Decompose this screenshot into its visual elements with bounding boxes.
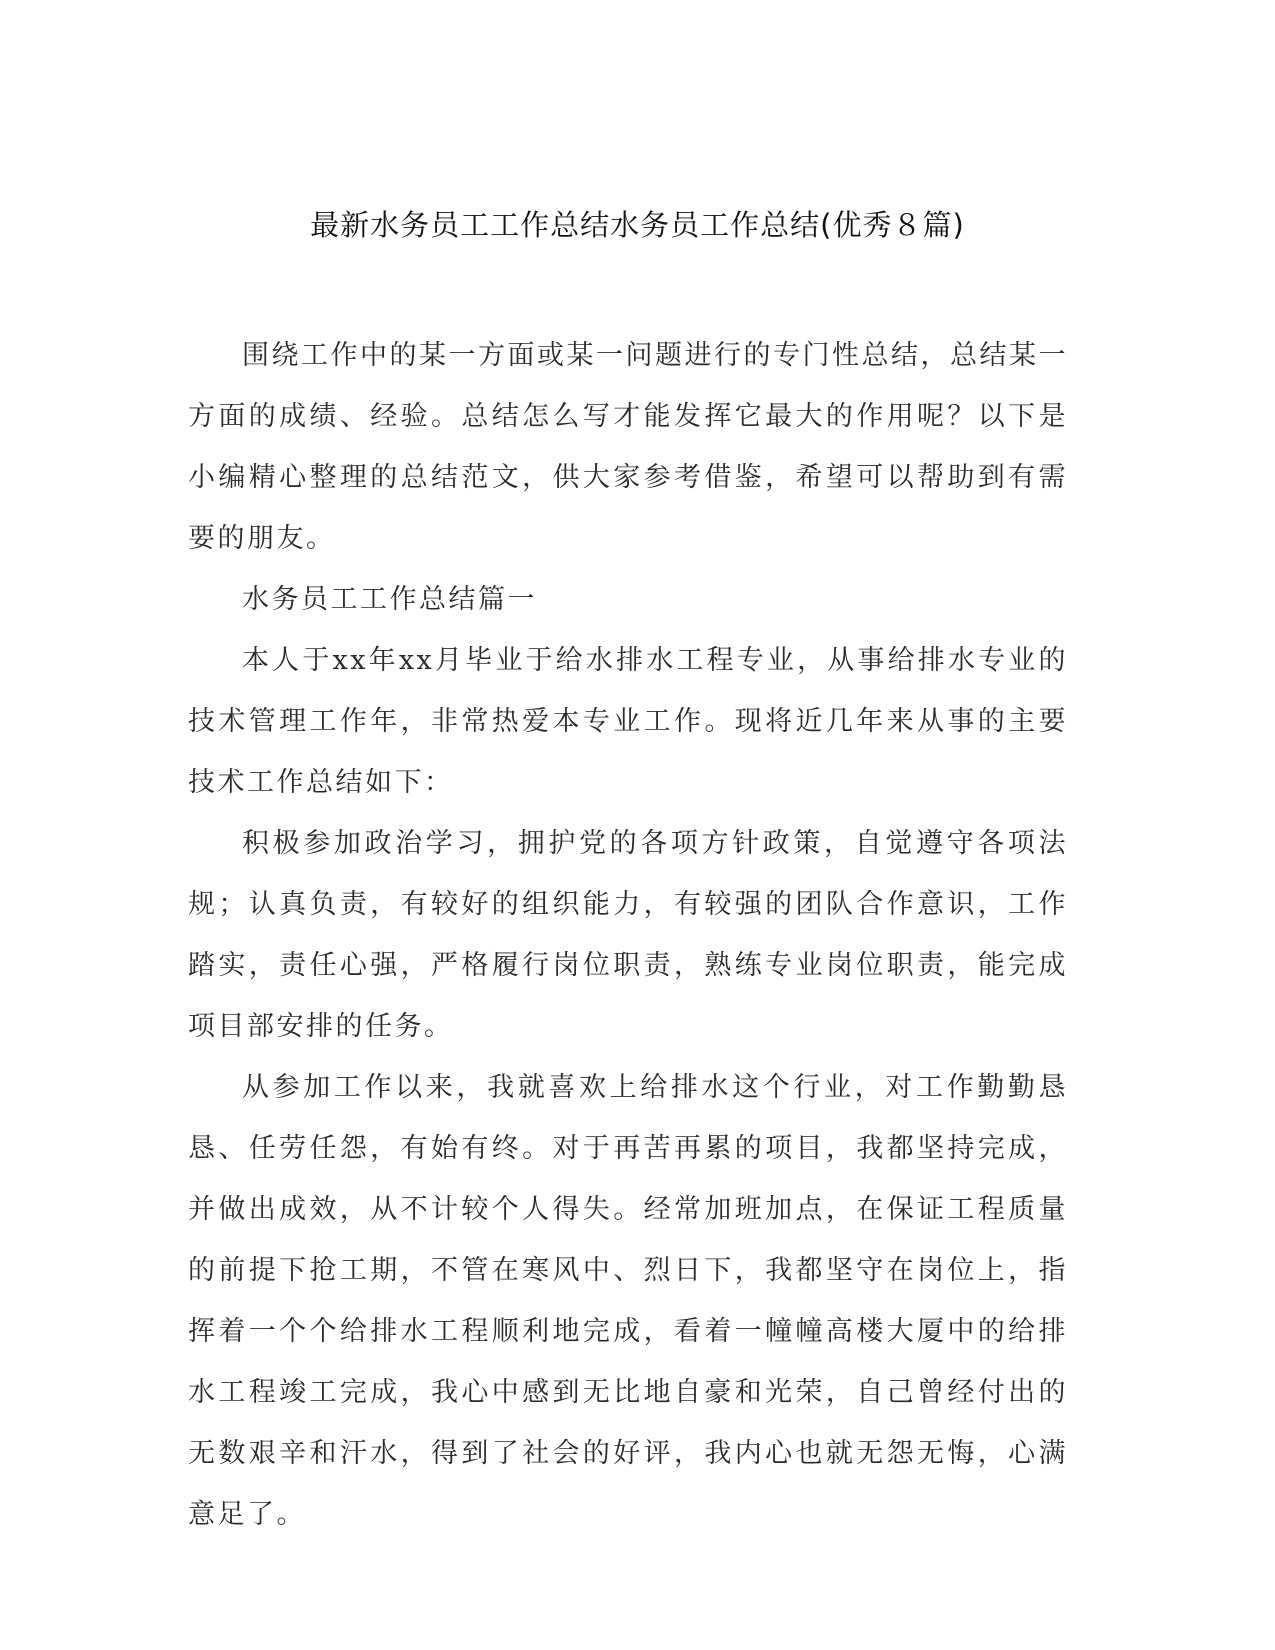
document-body [188, 325, 1068, 1545]
intro-paragraph: 围绕工作中的某一方面或某一问题进行的专门性总结，总结某一方面的成绩、经验。总结怎么写才能发挥它最大的作用呢？以下是小编精心整理的总结范文，供大家参考借鉴，希望可以帮助到有需要的朋友。 [188, 340, 1068, 554]
body-paragraph: 从参加工作以来，我就喜欢上给排水这个行业，对工作勤勤恳恳、任劳任怨，有始有终。对于再苦再累的项目，我都坚持完成，并做出成效，从不计较个人得失。经常加班加点，在保证工程质量的前提下抢工期，不管在寒风中、烈日下，我都坚守在岗位上，指挥着一个个给排水工程顺利地完成，看着一幢幢高楼大厦中的给排水工程竣工完成，我心中感到无比地自豪和光荣，自己曾经付出的无数艰辛和汗水，得到了社会的好评，我内心也就无怨无悔，心满意足了。 [188, 1072, 1068, 1530]
document-title: 最新水务员工工作总结水务员工作总结(优秀８篇) [310, 208, 965, 242]
body-paragraph: 积极参加政治学习，拥护党的各项方针政策，自觉遵守各项法规；认真负责，有较好的组织能力，有较强的团队合作意识，工作踏实，责任心强，严格履行岗位职责，熟练专业岗位职责，能完成项目部安排的任务。 [188, 828, 1068, 1042]
body-paragraph: 本人于xx年xx月毕业于给水排水工程专业，从事给排水专业的技术管理工作年，非常热爱本专业工作。现将近几年来从事的主要技术工作总结如下： [188, 645, 1068, 798]
section-heading: 水务员工工作总结篇一 [242, 584, 537, 615]
